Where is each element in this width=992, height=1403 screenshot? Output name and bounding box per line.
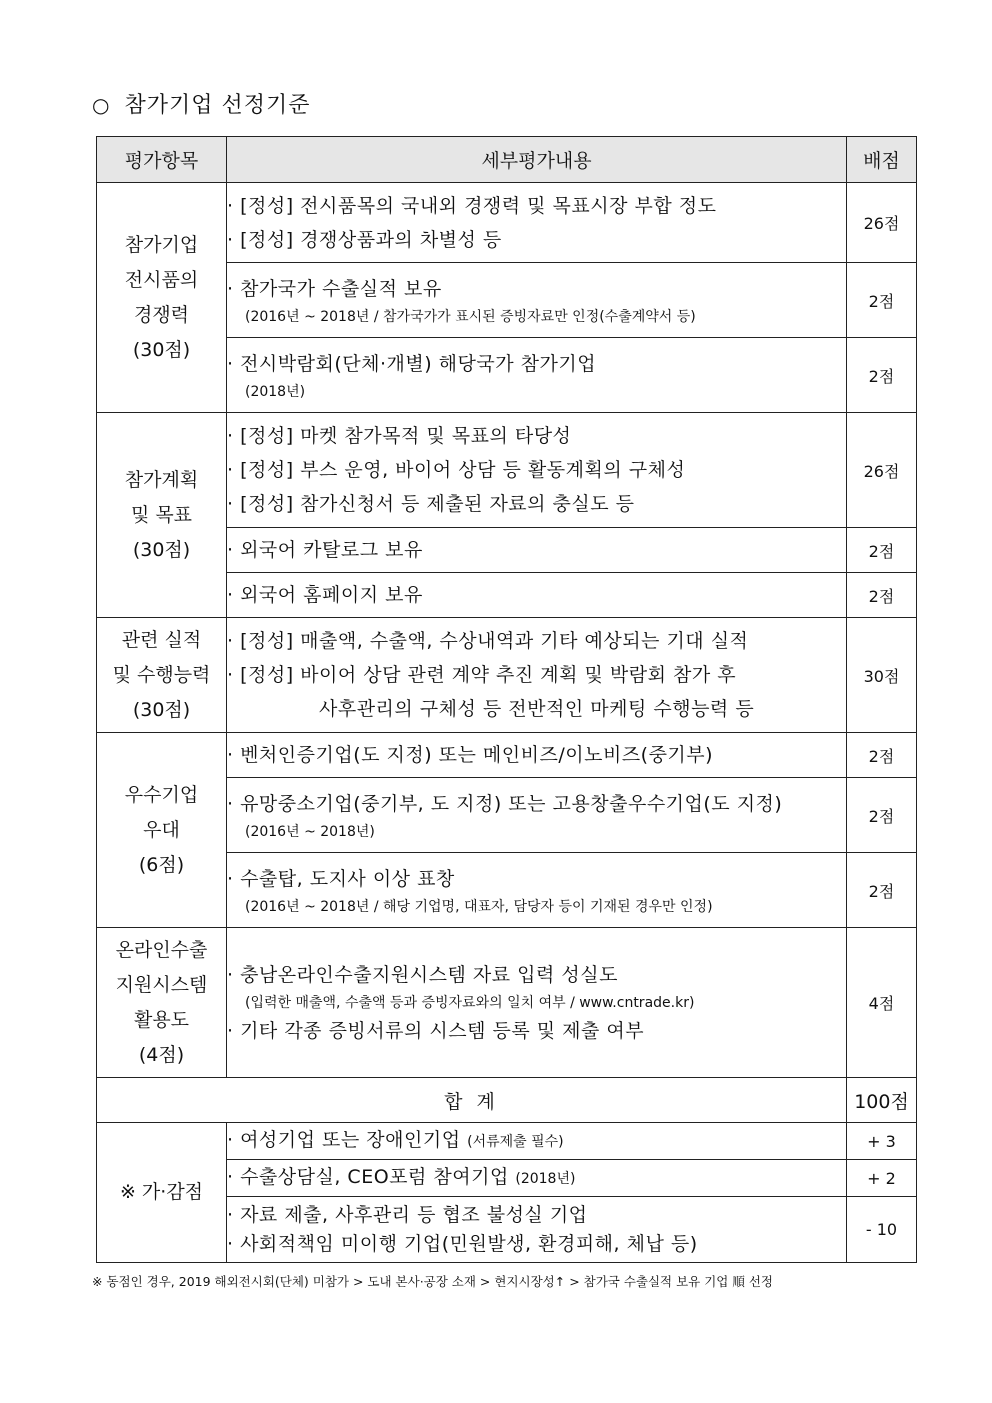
detail-cell: · [정성] 전시품목의 국내외 경쟁력 및 목표시장 부합 정도 · [정성] 경쟁상품과의 차별성 등 bbox=[227, 183, 847, 263]
detail-cell: · [정성] 매출액, 수출액, 수상내역과 기타 예상되는 기대 실적 · [정성] 바이어 상담 관련 계약 추진 계획 및 박람회 참가 후 사후관리의 구체성 등 전반적인 마케팅 수행능력 등 bbox=[227, 618, 847, 733]
points-cell: 2점 bbox=[847, 573, 917, 618]
section-title: 참가기업 선정기준 bbox=[124, 93, 311, 118]
points-cell: - 10 bbox=[847, 1197, 917, 1263]
table-header-row bbox=[97, 137, 917, 183]
table-row bbox=[97, 928, 917, 1078]
total-label: 합 계 bbox=[97, 1078, 847, 1123]
points-cell: 26점 bbox=[847, 413, 917, 528]
table-row bbox=[97, 413, 917, 528]
total-points: 100점 bbox=[847, 1078, 917, 1123]
detail-cell: · 충남온라인수출지원시스템 자료 입력 성실도 (입력한 매출액, 수출액 등과 증빙자료와의 일치 여부 / www.cntrade.kr) · 기타 각종 증빙서류의 시스템 등록 및 제출 여부 bbox=[227, 928, 847, 1078]
points-cell: 2점 bbox=[847, 338, 917, 413]
table-row bbox=[97, 618, 917, 733]
detail-cell: · 유망중소기업(중기부, 도 지정) 또는 고용창출우수기업(도 지정) (2016년 ~ 2018년) bbox=[227, 778, 847, 853]
points-cell: 2점 bbox=[847, 733, 917, 778]
category-cell: 우수기업 우대 (6점) bbox=[97, 733, 227, 928]
header-category: 평가항목 bbox=[97, 137, 227, 183]
points-cell: 2점 bbox=[847, 778, 917, 853]
points-cell: 2점 bbox=[847, 263, 917, 338]
detail-cell: · 여성기업 또는 장애인기업 (서류제출 필수) bbox=[227, 1123, 847, 1160]
points-cell: 30점 bbox=[847, 618, 917, 733]
detail-cell: · 외국어 홈페이지 보유 bbox=[227, 573, 847, 618]
category-cell: 온라인수출 지원시스템 활용도 (4점) bbox=[97, 928, 227, 1078]
points-cell: 2점 bbox=[847, 853, 917, 928]
table-row bbox=[97, 733, 917, 778]
header-detail: 세부평가내용 bbox=[227, 137, 847, 183]
detail-cell: · [정성] 마켓 참가목적 및 목표의 타당성 · [정성] 부스 운영, 바이어 상담 등 활동계획의 구체성 · [정성] 참가신청서 등 제출된 자료의 충실도 등 bbox=[227, 413, 847, 528]
footnote: ※ 동점인 경우, 2019 해외전시회(단체) 미참가 > 도내 본사·공장 소재 > 현지시장성↑ > 참가국 수출실적 보유 기업 順 선정 bbox=[92, 1274, 773, 1289]
points-cell: 2점 bbox=[847, 528, 917, 573]
table-row bbox=[97, 1123, 917, 1160]
total-row bbox=[97, 1078, 917, 1123]
points-cell: 4점 bbox=[847, 928, 917, 1078]
adjustment-category: ※ 가·감점 bbox=[97, 1123, 227, 1263]
category-cell: 참가계획 및 목표 (30점) bbox=[97, 413, 227, 618]
header-points: 배점 bbox=[847, 137, 917, 183]
points-cell: + 2 bbox=[847, 1160, 917, 1197]
detail-cell: · 전시박람회(단체·개별) 해당국가 참가기업 (2018년) bbox=[227, 338, 847, 413]
detail-cell: · 외국어 카탈로그 보유 bbox=[227, 528, 847, 573]
detail-cell: · 수출상담실, CEO포럼 참여기업 (2018년) bbox=[227, 1160, 847, 1197]
points-cell: + 3 bbox=[847, 1123, 917, 1160]
category-cell: 관련 실적 및 수행능력 (30점) bbox=[97, 618, 227, 733]
category-cell: 참가기업 전시품의 경쟁력 (30점) bbox=[97, 183, 227, 413]
detail-cell: · 참가국가 수출실적 보유 (2016년 ~ 2018년 / 참가국가가 표시된 증빙자료만 인정(수출계약서 등) bbox=[227, 263, 847, 338]
detail-cell: · 자료 제출, 사후관리 등 협조 불성실 기업 · 사회적책임 미이행 기업(민원발생, 환경피해, 체납 등) bbox=[227, 1197, 847, 1263]
criteria-table bbox=[96, 136, 917, 1263]
section-heading bbox=[92, 88, 310, 119]
detail-cell: · 수출탑, 도지사 이상 표창 (2016년 ~ 2018년 / 해당 기업명, 대표자, 담당자 등이 기재된 경우만 인정) bbox=[227, 853, 847, 928]
circle-bullet-icon: ○ bbox=[92, 93, 111, 117]
points-cell: 26점 bbox=[847, 183, 917, 263]
table-row bbox=[97, 183, 917, 263]
detail-cell: · 벤처인증기업(도 지정) 또는 메인비즈/이노비즈(중기부) bbox=[227, 733, 847, 778]
